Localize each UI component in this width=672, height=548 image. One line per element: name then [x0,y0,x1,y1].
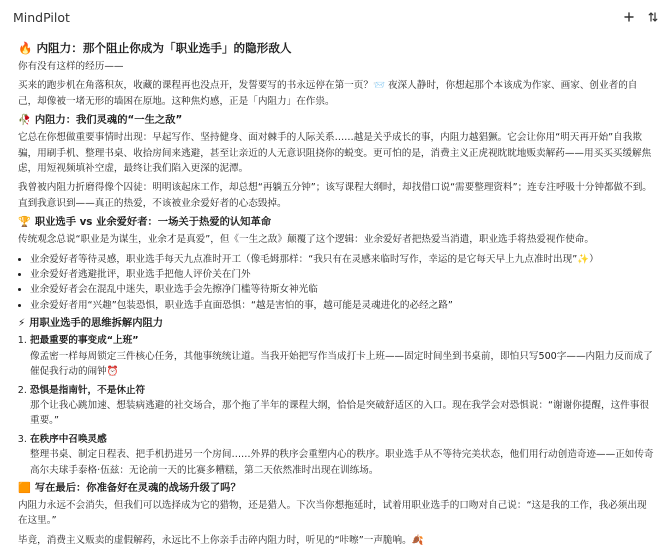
section-2-paragraph: 传统观念总说“职业是为谋生，业余才是真爱”，但《一生之敌》颠覆了这个逻辑：业余爱好者把热爱当消遣，职业选手将热爱视作使命。 [18,234,594,246]
sort-arrows-icon [648,11,658,23]
section-heading-2 [18,215,654,230]
page-title-text: 内阻力：那个阻止你成为「职业选手」的隐形敌人 [36,41,292,55]
list-item: • 业余爱好者逃避批评，职业选手把他人评价关在门外 [30,267,654,282]
section-1-paragraph-1: 它总在你想做重要事情时出现：早起写作、坚持健身、面对棘手的人际关系……越是关乎成长的事，内阻力越猖獗。它会让你用“明天再开始”自我欺骗，用刷手机、整理书桌、收拾房间来逃避，甚至让亲近的人无意识阻挠你的蜕变。更可怕的是，消费主义正虎视眈眈地贩卖解药——用买买买缓解焦虑，用短视频填补空虚，最终让我们陷入更深的泥潭。 [18,132,652,175]
document-content [0,34,672,548]
intro-line: 你有没有这样的经历—— [18,61,124,72]
section-3-list [18,333,654,478]
topbar-actions [622,10,660,24]
list-item: • 业余爱好者用“兴趣”包装恐惧，职业选手直面恐惧：“越是害怕的事，越可能是灵魂进化的必经之路” [30,298,654,313]
section-2-list [18,252,654,314]
list-item [30,432,654,478]
app-title: MindPilot [13,9,70,25]
list-item-body: 整理书桌、制定日程表、把手机扔进另一个房间……外界的秩序会重塑内心的秩序。职业选手从不等待完美状态，他们用行动创造奇迹——正如传奇高尔夫球手泰格·伍兹：无论前一天的比赛多糟糕，第二天依然准时出现在训练场。 [30,449,654,476]
section-heading-4 [18,481,654,496]
list-item [30,383,654,429]
list-item [30,333,654,379]
section-heading-1-text: 内阻力：我们灵魂的“一生之敌” [34,114,183,127]
list-item-body: 那个让我心跳加速、想装病逃避的社交场合，那个拖了半年的课程大纲，恰恰是突破舒适区的入口。现在我学会对恐惧说：“谢谢你提醒，这件事很重要。” [30,399,649,427]
list-item-title: 把最重要的事变成“上班” [30,335,139,347]
lightning-icon: ⚡ [18,317,26,330]
section-4-paragraph-1: 内阻力永远不会消失，但我们可以选择成为它的猎物，还是猎人。下次当你想拖延时，试着用职业选手的口吻对自己说：“这是我的工作，我必须出现在这里。” [18,499,647,527]
section-heading-1 [18,113,654,128]
top-bar [0,0,672,34]
section-4-paragraph-2: 毕竟，消费主义贩卖的虚假解药，永远比不上你亲手击碎内阻力时，听见的“咔嚓”一声脆响。🍂 [18,534,424,546]
memo-icon: 🟧 [18,481,31,494]
list-item-title: 恐惧是指南针，不是休止符 [30,384,146,396]
list-item-title: 在秩序中召唤灵感 [30,433,107,445]
section-heading-2-text: 职业选手 vs 业余爱好者：一场关于热爱的认知革命 [34,216,272,229]
sort-button[interactable] [646,10,660,24]
list-item-body: 像孟密一样每周锁定三件核心任务，其他事统统让道。当我开始把写作当成打卡上班——固定时间坐到书桌前，即怕只写500字——内阻力反而成了催促我行动的闹钟⏰ [30,350,653,378]
list-item: • 业余爱好者等待灵感，职业选手每天九点准时开工（像毛姆那样：“我只有在灵感来临时写作，幸运的是它每天早上九点准时出现”✨） [30,252,654,267]
page-title [18,40,654,56]
intro-paragraph: 买来的跑步机在角落积灰，收藏的课程再也没点开，发誓要写的书永远停在第一页？📨 夜深人静时，你想起那个本该成为作家、画家、创业者的自己，却像被一堵无形的墙困在原地。这种焦灼感，正是「内阻力」在作祟。 [18,80,638,107]
new-chat-button[interactable] [622,10,636,24]
fire-icon: 🔥 [18,41,33,55]
plus-icon [624,12,634,22]
section-heading-4-text: 写在最后：你准备好在灵魂的战场升级了吗？ [34,481,241,494]
section-heading-3 [18,316,654,331]
trophy-icon: 🏆 [18,216,31,229]
wilted-flower-icon: 🥀 [18,114,31,127]
section-1-paragraph-2: 我曾被内阻力折磨得像个囚徒：明明该起床工作，却总想“再躺五分钟”；该写课程大纲时，却找借口说“需要整理资料”；连专注呼吸十分钟都做不到。直到我意识到——真正的热爱，不该被业余爱好者的心态毁掉。 [18,182,652,209]
section-heading-3-text: 用职业选手的思维拆解内阻力 [29,317,164,330]
list-item: • 业余爱好者会在混乱中迷失，职业选手会先擦净门槛等待斯女神光临 [30,282,654,297]
